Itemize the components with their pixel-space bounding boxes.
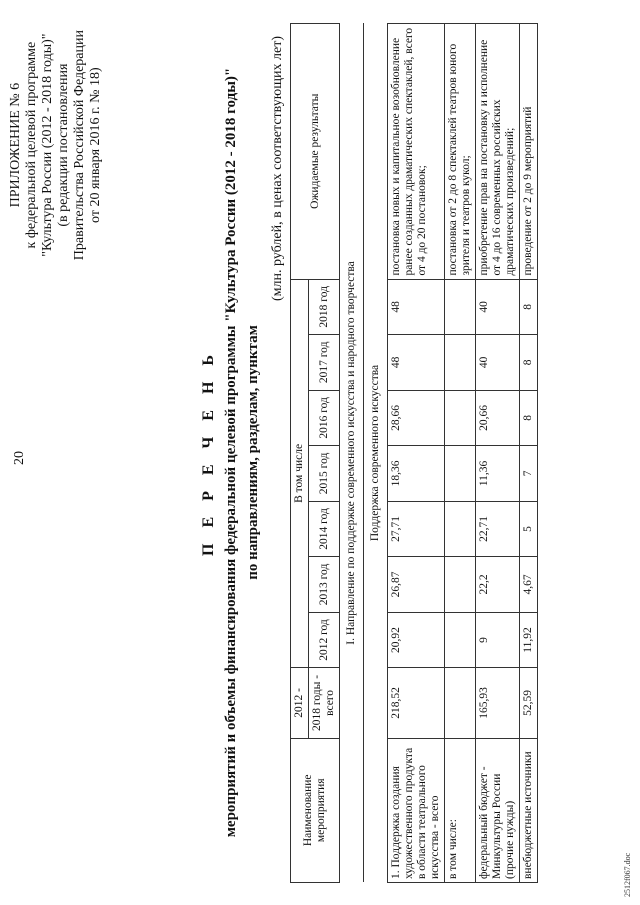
row-year-value: [445, 612, 476, 668]
header-year: 2014 год: [309, 501, 340, 557]
row-year-value: 9: [476, 612, 520, 668]
financing-table: [290, 23, 538, 883]
row-total: 165,93: [476, 668, 520, 738]
row-result: проведение от 2 до 9 мероприятий: [520, 24, 538, 280]
row-year-value: 28,66: [388, 390, 445, 446]
table-row: [520, 24, 538, 883]
header-year: 2017 год: [309, 335, 340, 391]
row-year-value: 27,71: [388, 501, 445, 557]
row-year-value: 7: [520, 446, 538, 502]
row-year-value: 8: [520, 279, 538, 335]
row-year-value: 11,36: [476, 446, 520, 502]
row-year-value: 20,92: [388, 612, 445, 668]
subsection-heading: Поддержка современного искусства: [364, 24, 388, 883]
row-year-value: [445, 501, 476, 557]
row-total: 52,59: [520, 668, 538, 738]
section-heading: I. Направление по поддержке современного искусства и народного творчества: [340, 24, 364, 883]
row-name: внебюджетные источники: [520, 738, 538, 882]
row-total: [445, 668, 476, 738]
row-name: в том числе:: [445, 738, 476, 882]
row-year-value: [445, 446, 476, 502]
row-year-value: 5: [520, 501, 538, 557]
header-year: 2018 год: [309, 279, 340, 335]
header-year: 2015 год: [309, 446, 340, 502]
row-year-value: 48: [388, 335, 445, 391]
row-year-value: 22,2: [476, 557, 520, 613]
row-year-value: 8: [520, 335, 538, 391]
row-year-value: 40: [476, 279, 520, 335]
row-name: федеральный бюджет - Минкультуры России (прочие нужды): [476, 738, 520, 882]
row-year-value: 4,67: [520, 557, 538, 613]
row-year-value: 40: [476, 335, 520, 391]
title-sub-line: мероприятий и объемы финансирования федеральной целевой программы "Культура России (2012 - 2018 годы)": [223, 67, 239, 838]
appendix-line: Правительства Российской Федерации: [72, 30, 87, 261]
row-year-value: 22,71: [476, 501, 520, 557]
document-title: [200, 0, 262, 905]
financing-table-wrap: [290, 23, 538, 883]
table-row: [476, 24, 520, 883]
table-row: [445, 24, 476, 883]
units-note: (млн. рублей, в ценах соответствующих лет): [270, 36, 285, 301]
header-year: 2012 год: [309, 612, 340, 668]
header-name: Наименование мероприятия: [291, 738, 340, 882]
title-sub-line: по направлениям, разделам, пунктам: [245, 325, 261, 580]
row-result: постановка новых и капитальное возобновление ранее созданных драматических спектаклей, всего от 4 до 20 постановок;: [388, 24, 445, 280]
row-year-value: 20,66: [476, 390, 520, 446]
row-year-value: [445, 279, 476, 335]
row-year-value: [445, 557, 476, 613]
appendix-header: [8, 30, 104, 260]
page-number: 20: [12, 451, 27, 465]
appendix-line: к федеральной целевой программе: [24, 41, 39, 249]
footer-filename: 2512f067.doc: [623, 852, 632, 897]
appendix-line: ПРИЛОЖЕНИЕ № 6: [8, 82, 23, 208]
row-year-value: 8: [520, 390, 538, 446]
row-year-value: [445, 335, 476, 391]
header-total-bottom: 2018 годы - всего: [309, 668, 340, 738]
appendix-line: от 20 января 2016 г. № 18): [88, 67, 103, 223]
row-year-value: 18,36: [388, 446, 445, 502]
appendix-line: (в редакции постановления: [56, 63, 71, 227]
row-name: 1. Поддержка создания художественного продукта в области театрального искусства - всего: [388, 738, 445, 882]
row-total: 218,52: [388, 668, 445, 738]
row-year-value: [445, 390, 476, 446]
row-result: приобретение прав на постановку и исполнение от 4 до 16 современных российских драматических произведений;: [476, 24, 520, 280]
row-year-value: 11,92: [520, 612, 538, 668]
row-result: постановка от 2 до 8 спектаклей театров юного зрителя и театров кукол;: [445, 24, 476, 280]
header-in-total: В том числе: [291, 279, 309, 668]
title-main: П Е Р Е Ч Е Н Ь: [200, 349, 217, 556]
appendix-line: "Культура России (2012 - 2018 годы)": [40, 33, 55, 257]
header-year: 2016 год: [309, 390, 340, 446]
row-year-value: 48: [388, 279, 445, 335]
row-year-value: 26,87: [388, 557, 445, 613]
table-row: [388, 24, 445, 883]
header-total-top: 2012 -: [291, 668, 309, 738]
header-results: Ожидаемые результаты: [291, 24, 340, 280]
header-year: 2013 год: [309, 557, 340, 613]
